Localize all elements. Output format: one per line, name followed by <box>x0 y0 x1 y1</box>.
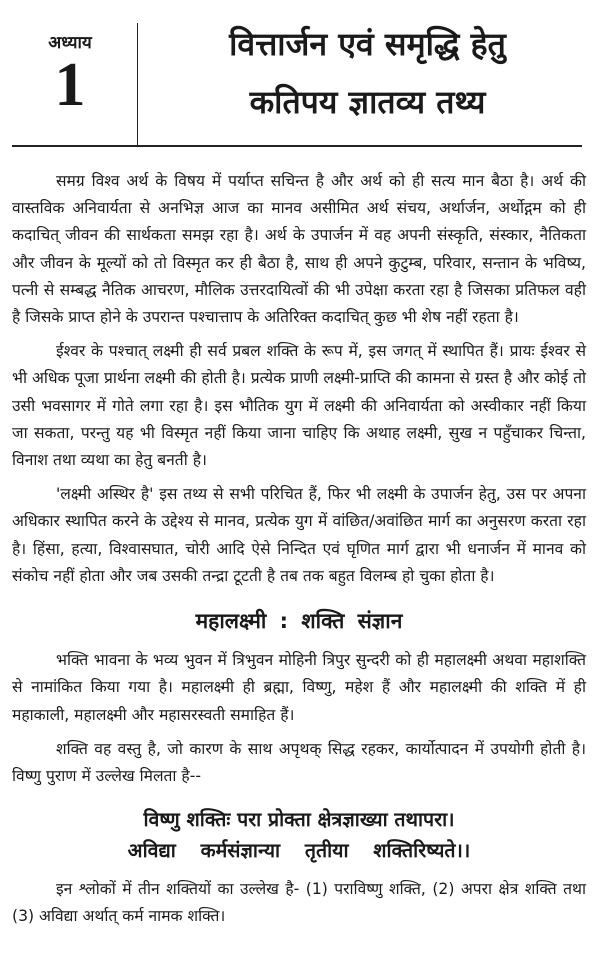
chapter-label: अध्याय <box>48 33 92 53</box>
section-heading: महालक्ष्मी : शक्ति संज्ञान <box>195 609 403 634</box>
paragraph: ईश्वर के पश्चात् लक्ष्मी ही सर्व प्रबल शक्ति के रूप में, इस जगत् में स्थापित हैं। प्रायः ईश्वर से भी अधिक पूजा प्रार्थना लक्ष्मी की होती है। प्रत्येक प्राणी लक्ष्मी-प्राप्ति की कामना से ग्रस्त है और कोई तो उसी भवसागर में गोते लगा रहा है। इस भौतिक युग में लक्ष्मी की अनिवार्यता को अस्वीकार नहीं किया जा सकता, परन्तु यह भी विस्मृत नहीं किया जाना चाहिए कि अथाह लक्ष्मी, सुख न पहुँचाकर चिन्ता, विनाश तथा व्यथा का हेतु बनती है। <box>12 342 586 470</box>
chapter-title-line-1: वित्तार्जन एवं समृद्धि हेतु <box>229 25 506 63</box>
paragraph: भक्ति भावना के भव्य भुवन में त्रिभुवन मोहिनी त्रिपुर सुन्दरी को ही महालक्ष्मी अथवा महाशक्ति से नामांकित किया गया है। महालक्ष्मी ही ब्रह्मा, विष्णु, महेश हैं और महालक्ष्मी की शक्ति में ही महाकाली, महालक्ष्मी और महासरस्वती समाहित हैं। <box>12 651 586 724</box>
chapter-number: 1 <box>54 51 86 119</box>
paragraph: समग्र विश्व अर्थ के विषय में पर्याप्त सचिन्त है और अर्थ को ही सत्य मान बैठा है। अर्थ की वास्तविक अनिवार्यता से अनभिज्ञ आज का मानव असीमित अर्थ संचय, अर्थार्जन, अर्थोद्गम को ही कदाचित् जीवन की सार्थकता समझ रहा है। अर्थ के उपार्जन में वह अपनी संस्कृति, संस्कार, नैतिकता और जीवन के मूल्यों को तो विस्मृत कर ही बैठा है, साथ ही अपने कुटुम्ब, परिवार, सन्तान के भविष्य, पत्नी से सम्बद्ध नैतिक आचरण, मौलिक उत्तरदायित्वों की भी उपेक्षा करता रहा है जिसका प्रतिफल वही है जिसके प्राप्त होने के उपरान्त पश्चात्ताप के अतिरिक्त कदाचित् कुछ भी शेष नहीं रहता है। <box>12 172 586 327</box>
verse-line-2: अविद्या कर्मसंज्ञान्या तृतीया शक्तिरिष्यते।। <box>127 839 471 863</box>
header-rule <box>12 145 582 147</box>
header-vertical-divider <box>137 23 138 146</box>
paragraph: 'लक्ष्मी अस्थिर है' इस तथ्य से सभी परिचित हैं, फिर भी लक्ष्मी के उपार्जन हेतु, उस पर अपना अधिकार स्थापित करने के उद्देश्य से मानव, प्रत्येक युग में वांछित/अवांछित मार्ग का अनुसरण करता रहा है। हिंसा, हत्या, विश्वासघात, चोरी आदि ऐसे निन्दित एवं घृणित मार्ग द्वारा भी धनार्जन में मानव को संकोच नहीं होता और जब उसकी तन्द्रा टूटती है तब तक बहुत विलम्ब हो चुका होता है। <box>12 485 586 585</box>
paragraph: इन श्लोकों में तीन शक्तियों का उल्लेख है- (1) पराविष्णु शक्ति, (2) अपरा क्षेत्र शक्ति तथा (3) अविद्या अर्थात् कर्म नामक शक्ति। <box>12 880 586 926</box>
chapter-header <box>0 0 600 150</box>
chapter-body <box>12 168 586 938</box>
verse-line-1: विष्णु शक्तिः परा प्रोक्ता क्षेत्रज्ञाख्या तथापरा। <box>143 808 455 832</box>
paragraph: शक्ति वह वस्तु है, जो कारण के साथ अपृथक् सिद्ध रहकर, कार्योत्पादन में उपयोगी होती है। विष्णु पुराण में उल्लेख मिलता है-- <box>12 739 586 786</box>
sanskrit-verse <box>12 804 586 866</box>
chapter-title-line-2: कतिपय ज्ञातव्य तथ्य <box>249 83 486 121</box>
